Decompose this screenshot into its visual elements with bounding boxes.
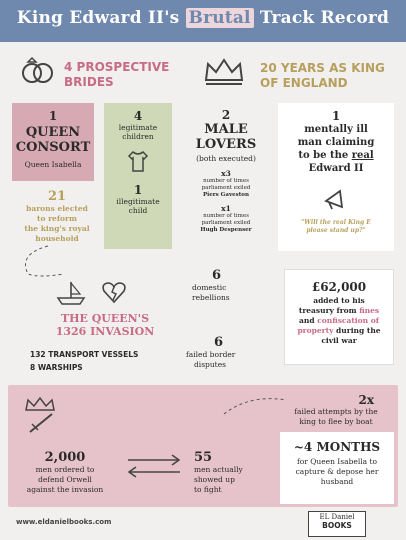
claimant-real: real: [351, 150, 374, 161]
flee-l2: king to flee by boat: [299, 417, 373, 426]
lovers-x3-c: Piers Gaveston: [203, 192, 249, 198]
invasion-stat: [40, 312, 170, 338]
months-l2: capture & depose her: [295, 467, 379, 476]
exchange-arrows-icon: [124, 452, 184, 480]
barons-num: 21: [47, 189, 67, 204]
lovers-num: 2: [221, 108, 231, 122]
crown-icon: [202, 56, 246, 88]
queen-name: Queen Isabella: [24, 160, 82, 169]
footer-url[interactable]: www.eldanielbooks.com: [16, 518, 112, 526]
megaphone-icon: [322, 187, 350, 211]
orwell-l1: men ordered to: [35, 465, 95, 474]
barons-l1: barons elected: [26, 204, 88, 213]
claimant-box: [278, 103, 394, 251]
treasury-l5: civil war: [321, 336, 357, 345]
invasion-v2: 8 WARSHIPS: [30, 363, 83, 372]
claimant-quote2: please stand up?": [306, 227, 366, 234]
children-label1a: legitimate: [118, 123, 158, 132]
children-label2a: illegitimate: [116, 197, 160, 206]
header-banner: [0, 0, 406, 42]
flee-stat: [276, 393, 396, 427]
crown-sword-icon: [22, 396, 60, 436]
showed-l3: to fight: [194, 485, 222, 494]
title-suffix: Track Record: [253, 8, 390, 28]
disputes-l1: failed border: [186, 350, 236, 359]
treasury-l2: treasury from: [298, 306, 360, 315]
treasury-box: [284, 269, 394, 365]
barons-l4: household: [35, 234, 79, 243]
claimant-l1: mentally ill: [304, 124, 368, 135]
lovers-stat: [180, 108, 272, 234]
lovers-x3-b: parliament exiled: [201, 185, 251, 191]
lovers-x1: x1: [221, 204, 231, 213]
disputes-l2: disputes: [194, 360, 226, 369]
treasury-l3: and: [299, 316, 318, 325]
invasion-vessels: [30, 348, 138, 374]
reign-line2: OF ENGLAND: [260, 76, 348, 90]
months-num: ~4 MONTHS: [293, 440, 381, 454]
treasury-amount: £62,000: [311, 280, 367, 294]
brides-line2: BRIDES: [64, 75, 114, 89]
invasion-l2: 1326 INVASION: [55, 325, 155, 338]
logo-line1: EL Daniel: [319, 513, 355, 521]
queen-line1: QUEEN: [25, 125, 81, 140]
brides-stat: [64, 60, 169, 90]
lovers-x3-a: number of times: [203, 178, 249, 184]
treasury-conf: confiscation of: [317, 316, 379, 325]
broken-heart-icon: [100, 278, 128, 306]
reign-stat: [260, 61, 385, 91]
months-box: [280, 432, 394, 504]
showed-l1: men actually: [194, 465, 243, 474]
children-label2b: child: [128, 206, 148, 215]
orwell-l3: against the invasion: [26, 485, 104, 494]
months-l1: for Queen Isabella to: [296, 457, 378, 466]
queen-line2: CONSORT: [15, 140, 91, 155]
flee-num: 2x: [358, 393, 374, 407]
children-num1: 4: [133, 109, 143, 123]
treasury-prop: property: [297, 326, 334, 335]
lovers-x1-a: number of times: [203, 213, 249, 219]
lovers-sub: (both executed): [196, 154, 256, 163]
months-l3: husband: [320, 477, 354, 486]
treasury-l1: added to his: [313, 296, 365, 305]
orwell-l2: defend Orwell: [38, 475, 92, 484]
claimant-l2: man claiming: [297, 137, 375, 148]
orwell-num: 2,000: [44, 450, 86, 465]
invasion-v1: 132 TRANSPORT VESSELS: [30, 350, 139, 359]
children-box: [104, 103, 172, 249]
queen-consort-box: [12, 103, 94, 181]
footer-logo: [308, 511, 366, 537]
reign-line1: 20 YEARS AS KING: [260, 61, 385, 75]
disputes-num: 6: [214, 335, 224, 350]
lovers-x1-c: Hugh Despenser: [200, 227, 252, 233]
rebellions-stat: [192, 268, 230, 303]
barons-stat: [12, 189, 102, 244]
rings-icon: [18, 56, 58, 86]
ship-icon: [54, 278, 88, 308]
barons-l2: to reform: [37, 214, 77, 223]
logo-line2: BOOKS: [322, 521, 352, 530]
brides-line1: 4 PROSPECTIVE: [64, 60, 170, 74]
lovers-line2: LOVERS: [195, 137, 257, 152]
claimant-l4: Edward II: [308, 163, 364, 174]
rebellions-l2: rebellions: [192, 293, 230, 302]
disputes-stat: [186, 335, 235, 370]
rebellions-num: 6: [212, 268, 222, 283]
lovers-line1: MALE: [204, 122, 248, 137]
onesie-icon: [125, 149, 151, 175]
claimant-num: 1: [331, 109, 341, 123]
rebellions-l1: domestic: [192, 283, 227, 292]
showed-num: 55: [194, 450, 213, 465]
lovers-x3: x3: [221, 169, 231, 178]
barons-l3: the king's royal: [24, 224, 90, 233]
title-highlight: Brutal: [186, 8, 254, 28]
children-num2: 1: [133, 183, 143, 197]
children-label1b: children: [122, 132, 154, 141]
page-title: [0, 8, 406, 28]
queen-num: 1: [48, 109, 58, 123]
treasury-fines: fines: [359, 306, 380, 315]
flee-l1: failed attempts by the: [294, 407, 378, 416]
showed-stat: [194, 450, 243, 495]
dashed-connector: [8, 244, 68, 280]
claimant-l3: to be the: [298, 150, 352, 161]
treasury-l4: during the: [333, 326, 381, 335]
title-prefix: King Edward II's: [16, 8, 186, 28]
orwell-stat: [12, 450, 118, 495]
invasion-l1: THE QUEEN'S: [60, 312, 150, 325]
showed-l2: showed up: [194, 475, 235, 484]
lovers-x1-b: parliament exiled: [201, 220, 251, 226]
claimant-quote1: "Will the real King E: [301, 219, 371, 226]
